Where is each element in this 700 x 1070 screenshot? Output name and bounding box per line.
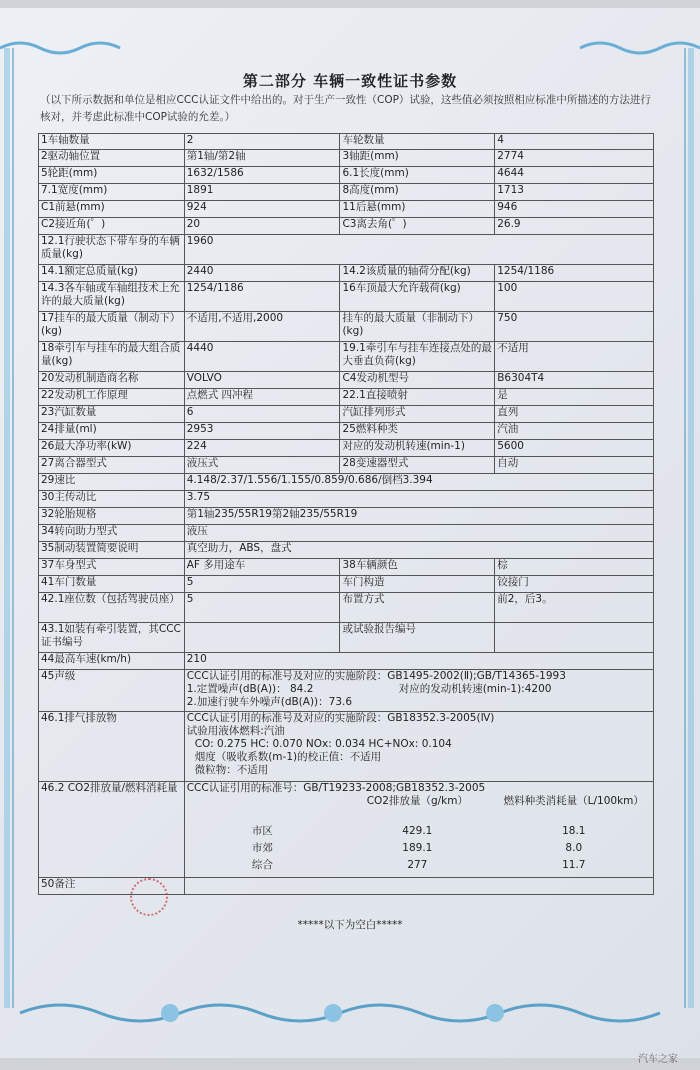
co2-value: 189.1: [402, 842, 433, 854]
label-cell: 22发动机工作原理: [39, 389, 185, 406]
value-cell: 不适用: [495, 342, 654, 372]
cond-label: 市郊: [251, 842, 273, 854]
table-row: [39, 653, 654, 670]
table-row: [39, 282, 654, 312]
value-cell: 自动: [495, 457, 654, 474]
table-row: [39, 150, 654, 167]
value-cell: 924: [184, 201, 340, 218]
label-cell: 3轴距(mm): [340, 150, 495, 167]
label-cell: C3离去角(゜): [340, 218, 495, 235]
value-cell: [495, 623, 654, 653]
label-cell: 或试验报告编号: [340, 623, 495, 653]
label-cell: 35制动装置简要说明: [39, 542, 185, 559]
table-row: [39, 623, 654, 653]
label-cell: 布置方式: [340, 593, 495, 623]
value-cell: 3.75: [184, 491, 653, 508]
label-cell: 8高度(mm): [340, 184, 495, 201]
value-cell: 1960: [184, 235, 653, 265]
label-cell: C2接近角(゜): [39, 218, 185, 235]
table-row: [39, 474, 654, 491]
emission-cell: [184, 712, 653, 782]
label-cell: 车门构造: [340, 576, 495, 593]
table-row: [39, 559, 654, 576]
table-row: [39, 423, 654, 440]
emission-values: CO: 0.275 HC: 0.070 NOx: 0.034 HC+NOx: 0.104: [194, 738, 452, 750]
value-cell: 1713: [495, 184, 654, 201]
value-cell: 第1轴235/55R19第2轴235/55R19: [184, 508, 653, 525]
value-cell: 1891: [184, 184, 340, 201]
value-cell: 真空助力，ABS，盘式: [184, 542, 653, 559]
value-cell: 750: [495, 312, 654, 342]
label-cell: 5轮距(mm): [39, 167, 185, 184]
label-cell: 14.3各车轴或车轴组技术上允许的最大质量(kg): [39, 282, 185, 312]
co2-standard: CCC认证引用的标准号：GB/T19233-2008;GB18352.3-2005: [186, 782, 486, 794]
label-cell: 46.2 CO2排放量/燃料消耗量: [39, 782, 185, 878]
label-cell: 23汽缸数量: [39, 406, 185, 423]
co2-value: 277: [407, 859, 428, 871]
label-cell: 14.1额定总质量(kg): [39, 265, 185, 282]
noise-line: [187, 683, 651, 696]
red-seal-stamp: [130, 878, 168, 916]
value-cell: 4: [495, 134, 654, 150]
value-cell: [184, 878, 653, 895]
noise-stationary: 1.定置噪声(dB(A))： 84.2: [186, 683, 314, 695]
decorative-border-left: [0, 48, 22, 1008]
value-cell: 直列: [495, 406, 654, 423]
label-cell: 29速比: [39, 474, 185, 491]
label-cell: 46.1排气排放物: [39, 712, 185, 782]
label-cell: 43.1如装有牵引装置，其CCC证书编号: [39, 623, 185, 653]
value-cell: 铰接门: [495, 576, 654, 593]
emission-fuel: 试验用液体燃料:汽油: [186, 725, 285, 737]
table-row: [39, 201, 654, 218]
table-row: [185, 825, 653, 842]
label-cell: 19.1牵引车与挂车连接点处的最大垂直负荷(kg): [340, 342, 495, 372]
spec-table: [38, 133, 654, 895]
label-cell: 18牵引车与挂车的最大组合质量(kg): [39, 342, 185, 372]
value-cell: 1254/1186: [495, 265, 654, 282]
co2-fuel-table: [185, 795, 653, 876]
value-cell: 第1轴/第2轴: [184, 150, 340, 167]
label-cell: 30主传动比: [39, 491, 185, 508]
label-cell: 挂车的最大质量（非制动下）(kg): [340, 312, 495, 342]
label-cell: 24排量(ml): [39, 423, 185, 440]
table-row: [39, 782, 654, 878]
value-cell: 5600: [495, 440, 654, 457]
value-cell: 前2，后3。: [495, 593, 654, 623]
label-cell: 27离合器型式: [39, 457, 185, 474]
table-row: [39, 134, 654, 150]
noise-cell: [184, 670, 653, 712]
value-cell: 4440: [184, 342, 340, 372]
decorative-border-bottom: [0, 993, 700, 1033]
label-cell: 25燃料种类: [340, 423, 495, 440]
table-row: [39, 593, 654, 623]
label-cell: 28变速器型式: [340, 457, 495, 474]
value-cell: 点燃式 四冲程: [184, 389, 340, 406]
table-row: [39, 576, 654, 593]
table-row: [39, 389, 654, 406]
value-cell: 不适用,不适用,2000: [184, 312, 340, 342]
watermark: 汽车之家: [638, 1054, 678, 1065]
label-cell: 32轮胎规格: [39, 508, 185, 525]
cond-label: 市区: [251, 825, 273, 837]
label-cell: 汽缸排列形式: [340, 406, 495, 423]
table-row: [39, 235, 654, 265]
label-cell: C1前悬(mm): [39, 201, 185, 218]
noise-engine-speed: 对应的发动机转速(min-1):4200: [398, 683, 552, 695]
table-row: [39, 406, 654, 423]
cond-label: 综合: [251, 859, 273, 871]
noise-acceleration: 2.加速行驶车外噪声(dB(A))：73.6: [186, 696, 353, 708]
label-cell: 17挂车的最大质量（制动下）(kg): [39, 312, 185, 342]
value-cell: 100: [495, 282, 654, 312]
table-row: [39, 218, 654, 235]
value-cell: 是: [495, 389, 654, 406]
value-cell: 210: [184, 653, 653, 670]
decorative-border-right: [676, 48, 700, 1008]
fuel-value: 11.7: [562, 859, 586, 871]
table-row: [39, 670, 654, 712]
intro-note: （以下所示数据和单位是相应CCC认证文件中给出的。对于生产一致性（COP）试验，这些值必须按照相应标准中所描述的方法进行核对，并考虑此标准中COP试验的允差。）: [40, 94, 651, 123]
empty-head: [185, 795, 340, 825]
table-row: [39, 508, 654, 525]
label-cell: 22.1直接喷射: [340, 389, 495, 406]
table-row: [39, 265, 654, 282]
label-cell: 38车辆颜色: [340, 559, 495, 576]
table-row: [39, 372, 654, 389]
label-cell: 7.1宽度(mm): [39, 184, 185, 201]
value-cell: 液压: [184, 525, 653, 542]
label-cell: 50备注: [39, 878, 185, 895]
value-cell: 5: [184, 593, 340, 623]
table-row: [39, 457, 654, 474]
label-cell: 16车顶最大允许载荷(kg): [340, 282, 495, 312]
label-cell: 对应的发动机转速(min-1): [340, 440, 495, 457]
table-row: [39, 525, 654, 542]
table-row: [185, 795, 653, 825]
value-cell: 汽油: [495, 423, 654, 440]
label-cell: 42.1座位数（包括驾驶员座）: [39, 593, 185, 623]
label-cell: C4发动机型号: [340, 372, 495, 389]
co2-header: CO2排放量（g/km）: [366, 795, 468, 807]
table-row: [185, 842, 653, 859]
label-cell: 1车轴数量: [39, 134, 185, 150]
table-row: [39, 542, 654, 559]
table-row: [39, 167, 654, 184]
label-cell: 34转向助力型式: [39, 525, 185, 542]
label-cell: 6.1长度(mm): [340, 167, 495, 184]
value-cell: 1632/1586: [184, 167, 340, 184]
fuel-value: 8.0: [565, 842, 583, 854]
value-cell: AF 多用途车: [184, 559, 340, 576]
value-cell: 20: [184, 218, 340, 235]
noise-standard: CCC认证引用的标准号及对应的实施阶段：GB1495-2002(Ⅱ);GB/T14365-1993: [186, 670, 566, 682]
value-cell: 2774: [495, 150, 654, 167]
table-row: [39, 440, 654, 457]
label-cell: 26最大净功率(kW): [39, 440, 185, 457]
co2-cell: [184, 782, 653, 878]
value-cell: [184, 623, 340, 653]
blank-marker: *****以下为空白*****: [297, 919, 403, 931]
value-cell: 液压式: [184, 457, 340, 474]
table-row: [39, 712, 654, 782]
label-cell: 41车门数量: [39, 576, 185, 593]
fuel-value: 18.1: [562, 825, 586, 837]
value-cell: 2440: [184, 265, 340, 282]
label-cell: 12.1行驶状态下带车身的车辆质量(kg): [39, 235, 185, 265]
value-cell: 2953: [184, 423, 340, 440]
label-cell: 37车身型式: [39, 559, 185, 576]
value-cell: 5: [184, 576, 340, 593]
label-cell: 车轮数量: [340, 134, 495, 150]
label-cell: 44最高车速(km/h): [39, 653, 185, 670]
co2-value: 429.1: [402, 825, 433, 837]
value-cell: 1254/1186: [184, 282, 340, 312]
table-row: [39, 184, 654, 201]
value-cell: 946: [495, 201, 654, 218]
emission-standard: CCC认证引用的标准号及对应的实施阶段：GB18352.3-2005(Ⅳ): [186, 712, 495, 724]
value-cell: 26.9: [495, 218, 654, 235]
table-row: [185, 859, 653, 876]
label-cell: 11后悬(mm): [340, 201, 495, 218]
decorative-border-top: [0, 36, 700, 60]
value-cell: 224: [184, 440, 340, 457]
fuel-header: 燃料种类消耗量（L/100km）: [503, 795, 644, 807]
value-cell: 2: [184, 134, 340, 150]
table-row: [39, 342, 654, 372]
label-cell: 45声级: [39, 670, 185, 712]
table-row: [39, 491, 654, 508]
page-title: 第二部分 车辆一致性证书参数: [242, 72, 458, 90]
emission-smoke: 烟度（吸收系数(m-1)的校正值：不适用: [194, 751, 382, 763]
value-cell: VOLVO: [184, 372, 340, 389]
label-cell: 14.2该质量的轴荷分配(kg): [340, 265, 495, 282]
value-cell: 4644: [495, 167, 654, 184]
value-cell: B6304T4: [495, 372, 654, 389]
label-cell: 20发动机制造商名称: [39, 372, 185, 389]
value-cell: 棕: [495, 559, 654, 576]
emission-particulate: 微粒物：不适用: [194, 764, 269, 776]
value-cell: 4.148/2.37/1.556/1.155/0.859/0.686/倒档3.394: [184, 474, 653, 491]
value-cell: 6: [184, 406, 340, 423]
label-cell: 2驱动轴位置: [39, 150, 185, 167]
table-row: [39, 312, 654, 342]
